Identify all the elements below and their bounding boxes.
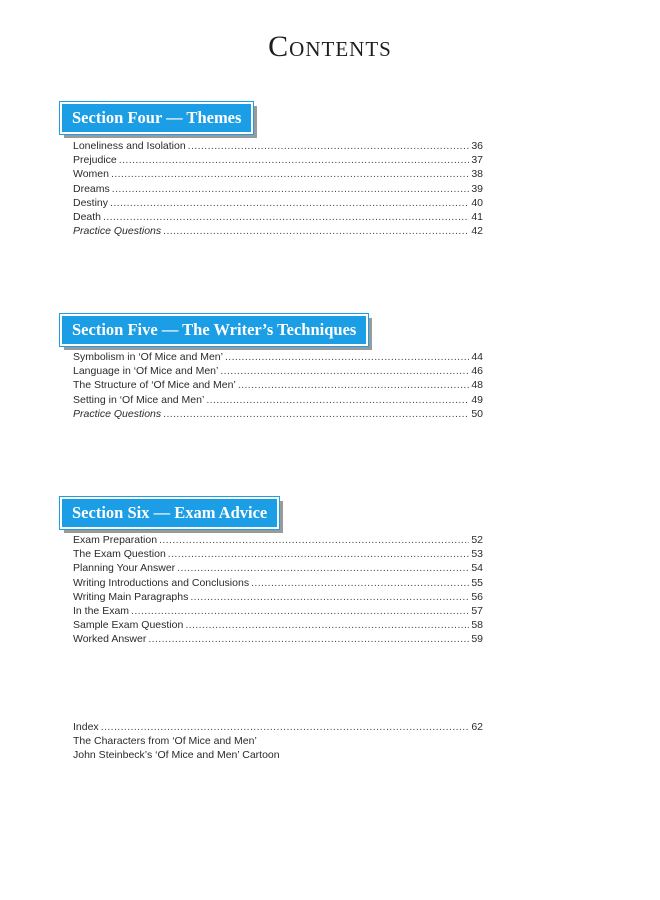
toc-entry-title: In the Exam	[73, 604, 130, 617]
section-five	[60, 314, 490, 420]
toc-entry-page: 52	[471, 534, 483, 546]
toc-entry-title: Planning Your Answer	[73, 562, 176, 575]
toc-entry-title: Women	[73, 168, 109, 181]
toc-entry-title: Sample Exam Question	[73, 619, 184, 632]
toc-entry[interactable]	[73, 378, 483, 392]
section-five-heading: Section Five — The Writer’s Techniques	[60, 314, 368, 346]
page-title: Contents	[268, 30, 392, 63]
leader-dots	[119, 153, 470, 167]
leader-dots	[131, 604, 469, 618]
toc-entry[interactable]	[73, 533, 483, 547]
toc-entry[interactable]	[73, 632, 483, 646]
toc-entry[interactable]	[73, 139, 483, 153]
toc-entry-characters[interactable]: The Characters from ‘Of Mice and Men’	[73, 735, 257, 748]
toc-entry[interactable]	[73, 590, 483, 604]
section-four	[60, 102, 490, 238]
toc-entry-title: Death	[73, 210, 102, 223]
leader-dots	[112, 182, 470, 196]
toc-entry-title: Setting in ‘Of Mice and Men’	[73, 393, 205, 406]
leader-dots	[251, 576, 469, 590]
leader-dots	[103, 210, 469, 224]
toc-entry-title: Loneliness and Isolation	[73, 140, 186, 152]
toc-entry-title: Practice Questions	[73, 225, 162, 238]
toc-entry-title: The Exam Question	[73, 548, 166, 561]
toc-entry-page: 40	[471, 196, 483, 209]
leader-dots	[185, 618, 469, 632]
toc-entry[interactable]	[73, 210, 483, 224]
leader-dots	[190, 590, 469, 604]
toc-entry-page: 41	[471, 210, 483, 223]
toc-entry[interactable]	[73, 364, 483, 378]
toc-entry-page: 44	[471, 351, 483, 363]
toc-entry[interactable]	[73, 547, 483, 561]
leader-dots	[148, 632, 469, 646]
section-five-entries	[73, 350, 483, 421]
toc-entry-page: 37	[471, 154, 483, 167]
section-six-heading: Section Six — Exam Advice	[60, 497, 279, 529]
toc-entry-page: 38	[471, 168, 483, 181]
leader-dots	[159, 533, 469, 547]
toc-entry[interactable]	[73, 224, 483, 238]
toc-entry-title: Language in ‘Of Mice and Men’	[73, 365, 219, 378]
leader-dots	[206, 393, 469, 407]
leader-dots	[163, 224, 469, 238]
toc-entry-cartoon[interactable]: John Steinbeck’s ‘Of Mice and Men’ Cartoon	[73, 749, 280, 762]
toc-entry-page: 62	[471, 721, 483, 733]
toc-entry-page: 49	[471, 393, 483, 406]
toc-entry-title: Symbolism in ‘Of Mice and Men’	[73, 351, 223, 363]
toc-entry-page: 42	[471, 225, 483, 238]
toc-entry[interactable]	[73, 576, 483, 590]
toc-entry-title: Exam Preparation	[73, 534, 158, 546]
toc-entry-title: Destiny	[73, 196, 109, 209]
toc-entry[interactable]	[73, 167, 483, 181]
toc-entry-index[interactable]	[73, 720, 483, 734]
toc-entry-page: 54	[471, 562, 483, 575]
toc-entry[interactable]	[73, 561, 483, 575]
toc-entry-page: 36	[471, 140, 483, 152]
toc-entry[interactable]	[73, 393, 483, 407]
toc-entry[interactable]	[73, 182, 483, 196]
leader-dots	[111, 167, 469, 181]
toc-entry-title: Worked Answer	[73, 633, 147, 646]
toc-entry-page: 55	[471, 576, 483, 589]
section-four-entries	[73, 139, 483, 238]
toc-entry-page: 50	[471, 407, 483, 420]
section-six	[60, 497, 490, 646]
leader-dots	[188, 139, 470, 153]
toc-entry-page: 58	[471, 619, 483, 632]
toc-entry-page: 56	[471, 590, 483, 603]
toc-entry-page: 57	[471, 604, 483, 617]
leader-dots	[225, 350, 469, 364]
section-four-heading: Section Four — Themes	[60, 102, 253, 134]
toc-entry-page: 48	[471, 379, 483, 392]
section-six-entries	[73, 533, 483, 647]
toc-entry-page: 46	[471, 365, 483, 378]
leader-dots	[163, 407, 469, 421]
leader-dots	[101, 720, 470, 734]
toc-entry-page: 59	[471, 633, 483, 646]
toc-entry[interactable]	[73, 407, 483, 421]
toc-entry-title: Practice Questions	[73, 407, 162, 420]
toc-entry[interactable]	[73, 196, 483, 210]
toc-entry-page: 39	[471, 182, 483, 195]
toc-entry-title: The Structure of ‘Of Mice and Men’	[73, 379, 236, 392]
leader-dots	[168, 547, 470, 561]
toc-entry[interactable]	[73, 618, 483, 632]
leader-dots	[110, 196, 469, 210]
toc-entry[interactable]	[73, 153, 483, 167]
toc-entry-title: Writing Main Paragraphs	[73, 590, 189, 603]
toc-entry-title: Index	[73, 721, 99, 733]
toc-entry-title: Prejudice	[73, 154, 117, 167]
leader-dots	[220, 364, 469, 378]
leader-dots	[238, 378, 469, 392]
leader-dots	[177, 561, 469, 575]
toc-entry[interactable]	[73, 604, 483, 618]
toc-entry-title: Writing Introductions and Conclusions	[73, 576, 250, 589]
back-matter-entries	[73, 720, 483, 763]
toc-entry[interactable]	[73, 350, 483, 364]
toc-entry-title: Dreams	[73, 182, 110, 195]
toc-entry-page: 53	[471, 548, 483, 561]
